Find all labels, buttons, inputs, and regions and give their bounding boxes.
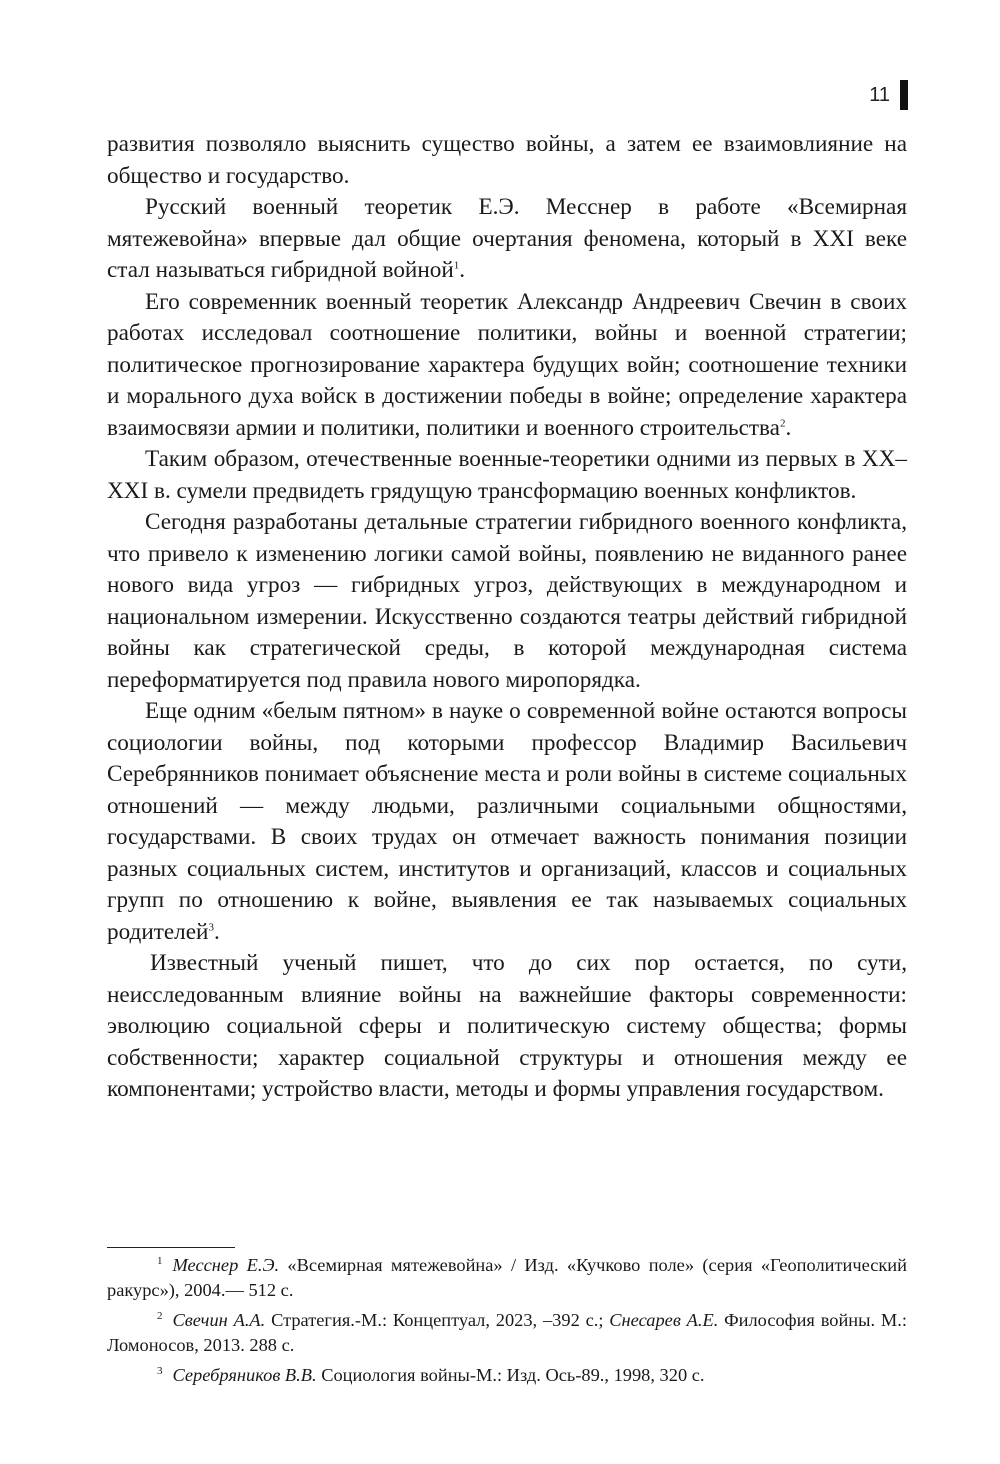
footnote-author: Месснер Е.Э.	[172, 1255, 280, 1275]
footnote-author: Серебряников В.В.	[172, 1365, 317, 1385]
paragraph-4: Таким образом, отечественные военные-теоретики одними из первых в XX–XXI в. сумели предвидеть грядущую трансформацию военных конфликтов.	[107, 446, 907, 504]
paragraph-2-text: Русский военный теоретик Е.Э. Месснер в работе «Всемирная мятежевойна» впервые дал общие очертания феномена, который в XXI веке стал называться гибридной войной	[107, 194, 907, 283]
paragraph-2	[107, 192, 907, 287]
paragraph-7: Известный ученый пишет, что до сих пор остается, по сути, неисследованным влияние войны на важнейшие факторы современности: эволюцию социальной сферы и политическую систему общества; формы собственности; характер социальной структуры и отношения между ее компонентами; устройство власти, методы и формы управления государством.	[107, 950, 907, 1102]
main-text	[107, 129, 907, 1106]
paragraph-3-end: .	[785, 414, 792, 441]
page-header	[869, 80, 908, 110]
footnote-ref-3: 3	[208, 920, 214, 933]
footnotes	[107, 1253, 907, 1388]
paragraph-3	[107, 287, 907, 445]
page-number: 11	[869, 83, 890, 106]
footnote-number: 1	[157, 1254, 163, 1267]
footnote-number: 2	[157, 1309, 163, 1322]
paragraph-5: Сегодня разработаны детальные стратегии гибридного военного конфликта, что привело к изменению логики самой войны, появлению не виданного ранее нового вида угроз — гибридных угроз, действующих в международном и национальном измерении. Искусственно создаются театры действий гибридной войны как стратегической среды, в которой международная система переформатируется под правила нового миропорядка.	[107, 509, 907, 693]
footnote-text: Социология войны-М.: Изд. Ось-89., 1998, 320 с.	[316, 1365, 705, 1385]
footnote-text: Стратегия.-М.: Концептуал, 2023, –392 с.;	[265, 1310, 610, 1330]
footnote-text: «Всемирная мятежевойна» / Изд. «Кучково поле» (серия «Геополитический ракурс»), 2004.— 512 с.	[107, 1255, 907, 1300]
paragraph-1: развития позволяло выяснить существо войны, а затем ее взаимовлияние на общество и государство.	[107, 131, 907, 189]
footnote-author: Свечин А.А.	[172, 1310, 266, 1330]
footnote-number: 3	[157, 1364, 163, 1377]
footnote-separator	[107, 1247, 235, 1248]
footnote-author-2: Снесарев А.Е.	[609, 1310, 719, 1330]
footnote-2	[107, 1308, 907, 1358]
paragraph-6-end: .	[213, 918, 220, 945]
footnote-1	[107, 1253, 907, 1303]
footnote-3	[107, 1363, 907, 1388]
page-marker-bar	[900, 80, 908, 110]
paragraph-2-end: .	[459, 257, 466, 283]
footnote-text-2: Философия войны. М.: Ломоносов, 2013. 288 с.	[107, 1310, 907, 1355]
paragraph-6	[107, 696, 907, 948]
paragraph-6-text: Еще одним «белым пятном» в науке о современной войне остаются вопросы социологии войны, под которыми профессор Владимир Васильевич Серебрянников понимает объяснение места и роли войны в системе социальных отношений — между людьми, различными социальными общностями, государствами. В своих трудах он отмечает важность понимания позиции разных социальных систем, институтов и организаций, классов и социальных групп по отношению к войне, выявления ее так называемых социальных родителей	[107, 698, 907, 945]
paragraph-3-text: Его современник военный теоретик Александр Андреевич Свечин в своих работах исследовал соотношение политики, войны и военной стратегии; политическое прогнозирование характера будущих войн; соотношение техники и морального духа войск в достижении победы в войне; определение характера взаимосвязи армии и политики, политики и военного строительства	[107, 288, 907, 441]
footnote-ref-1: 1	[453, 259, 460, 272]
footnote-ref-2: 2	[779, 416, 786, 429]
